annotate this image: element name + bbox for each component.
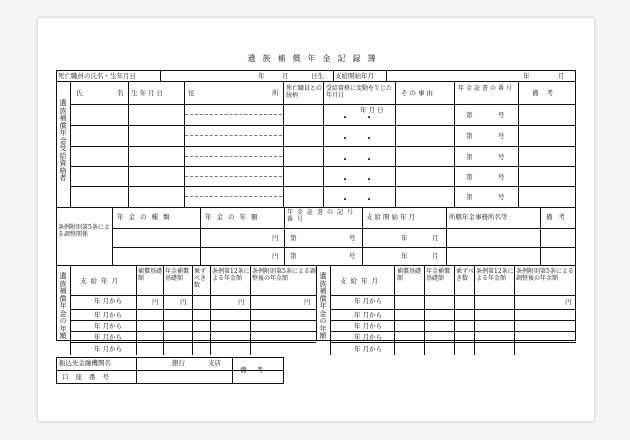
adjust-nen-1: 年	[401, 234, 408, 242]
adjust-yen-2: 円	[272, 252, 279, 260]
birth-month: 月	[282, 72, 289, 80]
annual-side-label-left: 遺族補償年金の年額	[59, 272, 67, 340]
cert-go-3: 号	[498, 153, 505, 161]
cert-dai-3: 第	[466, 153, 473, 161]
annual-period-left-3: 年 月から	[94, 322, 123, 330]
adjust-yen-1: 円	[272, 234, 279, 242]
adjust-go-1: 号	[349, 234, 356, 242]
annual-col-period-right: 支給年月	[340, 277, 382, 285]
adjust-dai-1: 第	[290, 234, 297, 242]
col-change: 受給資格に変動を生じた年月日	[326, 85, 393, 99]
annual-period-right-3: 年 月から	[354, 322, 383, 330]
annual-period-left-1: 年 月から	[94, 297, 123, 305]
birth-year: 年	[258, 72, 265, 80]
annual-period-left-2: 年 月から	[94, 311, 123, 319]
annual-period-right-1: 年 月から	[354, 297, 383, 305]
annual-period-right-5: 年 月から	[354, 345, 383, 353]
branch-text: 支店	[208, 359, 221, 367]
annual-col-pension-base-right: 年金補償基礎額	[426, 268, 451, 282]
account-label: 口座番号	[62, 373, 116, 381]
adjust-dai-2: 第	[290, 252, 297, 260]
start-label: 支給開始年月	[335, 72, 374, 80]
annual-col-multiplier-left: 乗ずべき数	[194, 268, 207, 289]
annual-yen-base-left: 円	[152, 298, 159, 306]
adjust-col-start: 支給開始年月	[366, 213, 417, 221]
bank-text: 銀行	[172, 359, 185, 367]
cert-go-2: 号	[498, 132, 505, 140]
form-title: 遺族補償年金記録簿	[247, 54, 383, 63]
adjust-col-remarks: 備考	[546, 213, 571, 221]
cert-dai-5: 第	[466, 193, 473, 201]
bottom-remarks-label: 備考	[240, 366, 273, 374]
annual-col-adjusted-right: 条例附則第5条による調整後の年金額	[516, 268, 574, 282]
cert-go-1: 号	[498, 111, 505, 119]
deceased-label: 死亡職員の氏名・生年月日	[58, 72, 136, 80]
annual-col-art12-right: 条例第12条による年金額	[476, 268, 514, 282]
bank-label: 振込先金融機関名	[59, 359, 111, 367]
annual-period-right-2: 年 月から	[354, 311, 383, 319]
adjust-col-office: 所轄年金事務所名等	[449, 213, 508, 221]
cert-dai-2: 第	[466, 132, 473, 140]
cert-dai-4: 第	[466, 173, 473, 181]
adjust-col-type: 年金の種類	[117, 213, 175, 221]
adjust-col-amount: 年金の年額	[205, 213, 263, 221]
birth-day: 日生	[311, 72, 324, 80]
cert-dai-1: 第	[466, 111, 473, 119]
adjust-side-label: 条例附則第5条による調整関係	[58, 224, 110, 238]
annual-period-left-5: 年 月から	[94, 345, 123, 353]
annual-period-left-4: 年 月から	[94, 333, 123, 341]
col-remarks: 備考	[532, 89, 561, 97]
annual-col-pension-base-left: 年金補償基礎額	[165, 268, 190, 282]
annual-side-label-right: 遺族補償年金の年額	[319, 272, 327, 340]
annual-col-multiplier-right: 乗ずべき数	[456, 268, 474, 282]
annual-col-base-left: 補償基礎額	[138, 268, 163, 282]
annual-yen-adjusted-left: 円	[304, 298, 311, 306]
col-address-2: 所	[272, 89, 279, 97]
col-birth: 生年月日	[131, 89, 165, 97]
adjust-go-2: 号	[349, 252, 356, 260]
annual-period-right-4: 年 月から	[354, 333, 383, 341]
adjust-tsuki-1: 月	[432, 234, 439, 242]
annual-col-art12-left: 条例第12条による年金額	[212, 268, 250, 282]
annual-yen-adjusted-right: 円	[565, 298, 572, 306]
col-reason: その事由	[401, 89, 435, 97]
col-cert: 年金証書の番号	[458, 85, 515, 92]
cert-go-4: 号	[498, 173, 505, 181]
annual-col-base-right: 補償基礎額	[397, 268, 422, 282]
adjust-col-cert: 年金証書の記号番号	[287, 209, 358, 223]
annual-yen-pension-left: 円	[180, 298, 187, 306]
annual-col-period-left: 支給年月	[80, 277, 122, 285]
annual-yen-art12-left: 円	[238, 298, 245, 306]
adjust-nen-2: 年	[401, 252, 408, 260]
cert-go-5: 号	[498, 193, 505, 201]
recipients-side-label: 遺族補償年金受給資格者	[59, 99, 67, 182]
col-name-1: 氏	[76, 89, 83, 97]
change-date-sub: 年 月 日	[360, 106, 384, 114]
start-year: 年	[523, 72, 530, 80]
annual-col-adjusted-left: 条例附則第5条による調整後の年金額	[252, 268, 316, 282]
col-relation: 死亡職員との続柄	[286, 85, 323, 99]
adjust-tsuki-2: 月	[432, 252, 439, 260]
col-name-2: 名	[117, 89, 124, 97]
col-address-1: 住	[188, 89, 195, 97]
start-month: 月	[558, 72, 565, 80]
